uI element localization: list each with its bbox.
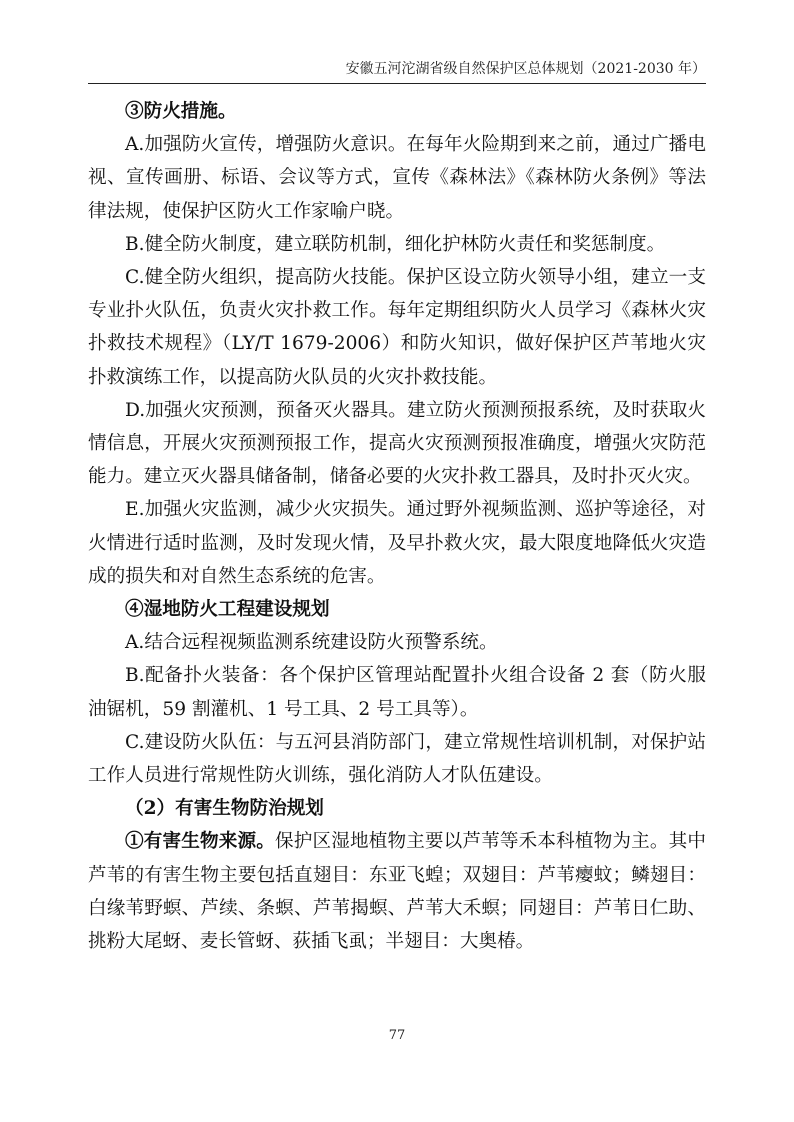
paragraph-a: A.加强防火宣传，增强防火意识。在每年火险期到来之前，通过广播电视、宣传画册、标语、会议等方式，宣传《森林法》《森林防火条例》等法律法规，使保护区防火工作家喻户晓。	[88, 134, 706, 222]
wetland-item-c: C.建设防火队伍：与五河县消防部门，建立常规性培训机制，对保护站工作人员进行常规性防火训练，强化消防人才队伍建设。	[88, 731, 706, 787]
heading-pest-control: （2）有害生物防治规划	[125, 798, 324, 820]
heading-fire-measures: ③防火措施。	[125, 101, 237, 122]
paragraph-b: B.健全防火制度，建立联防机制，细化护林防火责任和奖惩制度。	[125, 233, 666, 255]
page-body	[88, 95, 706, 958]
page-number: 77	[388, 1028, 406, 1043]
running-header: 安徽五河沱湖省级自然保护区总体规划（2021-2030 年）	[345, 61, 706, 77]
paragraph-c: C.健全防火组织，提高防火技能。保护区设立防火领导小组，建立一支专业扑火队伍，负责火灾扑救工作。每年定期组织防火人员学习《森林火灾扑救技术规程》（LY/T 1679-2006）和防火知识，做好保护区芦苇地火灾扑救演练工作，以提高防火队员的火灾扑救技能。	[88, 267, 706, 388]
header-divider	[88, 83, 706, 84]
wetland-item-a: A.结合远程视频监测系统建设防火预警系统。	[125, 632, 498, 654]
pest-source-lead: ①有害生物来源。	[125, 831, 275, 853]
heading-wetland-fire-project: ④湿地防火工程建设规划	[125, 599, 330, 621]
paragraph-d: D.加强火灾预测，预备灭火器具。建立防火预测预报系统，及时获取火情信息，开展火灾预测预报工作，提高火灾预测预报准确度，增强火灾防范能力。建立灭火器具储备制，储备必要的火灾扑救工器具，及时扑灭火灾。	[88, 399, 706, 488]
paragraph-e: E.加强火灾监测，减少火灾损失。通过野外视频监测、巡护等途径，对火情进行适时监测，及时发现火情，及早扑救火灾，最大限度地降低火灾造成的损失和对自然生态系统的危害。	[88, 499, 706, 587]
paragraph-pest-source	[88, 825, 706, 958]
wetland-item-b: B.配备扑火装备：各个保护区管理站配置扑火组合设备 2 套（防火服油锯机，59 割灌机、1 号工具、2 号工具等）。	[88, 665, 706, 720]
pest-source-text: 保护区湿地植物主要以芦苇等禾本科植物为主。其中芦苇的有害生物主要包括直翅目：东亚飞蝗；双翅目：芦苇瘿蚊；鳞翅目：白缘苇野螟、芦续、条螟、芦苇揭螟、芦苇大禾螟；同翅目：芦苇日仁助、挑粉大尾蚜、麦长管蚜、荻插飞虱；半翅目：大奥椿。	[88, 831, 706, 953]
